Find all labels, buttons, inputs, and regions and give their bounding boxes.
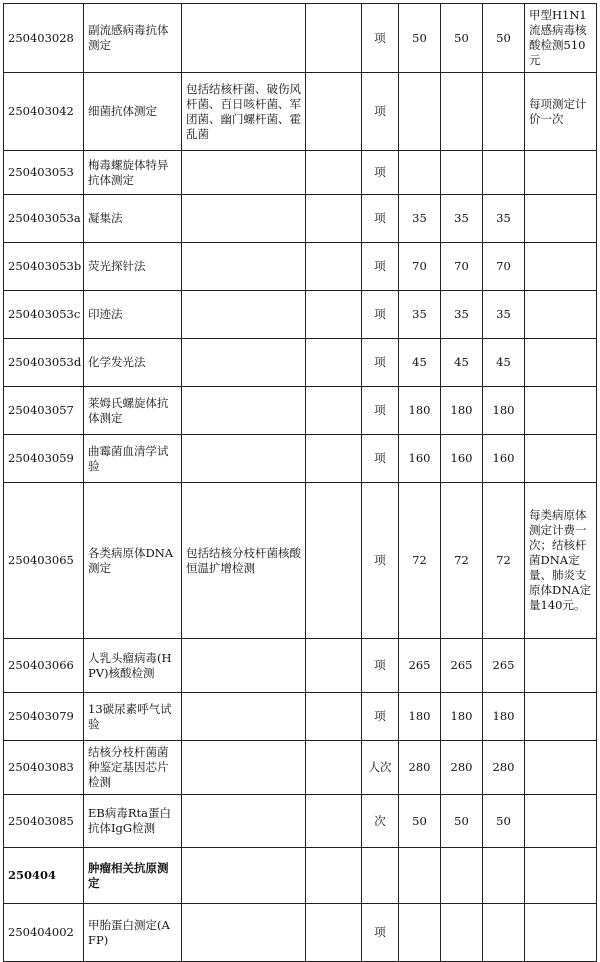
cell-unit: 项	[362, 639, 399, 693]
cell-price-2: 160	[441, 435, 483, 483]
cell-price-3: 180	[483, 387, 525, 435]
cell-note	[525, 639, 597, 693]
cell-price-2: 50	[441, 795, 483, 848]
cell-exclusion	[306, 848, 362, 904]
cell-price-3: 35	[483, 291, 525, 339]
table-row	[4, 243, 597, 291]
cell-price-3: 45	[483, 339, 525, 387]
cell-price-2: 45	[441, 339, 483, 387]
cell-name: 细菌抗体测定	[84, 73, 182, 151]
cell-price-1: 45	[399, 339, 441, 387]
table-row	[4, 195, 597, 243]
cell-price-1: 180	[399, 693, 441, 741]
cell-exclusion	[306, 73, 362, 151]
cell-exclusion	[306, 4, 362, 73]
cell-note: 每项测定计价一次	[525, 73, 597, 151]
cell-note	[525, 904, 597, 962]
cell-exclusion	[306, 387, 362, 435]
cell-unit: 项	[362, 904, 399, 962]
cell-unit: 项	[362, 339, 399, 387]
cell-content	[182, 795, 306, 848]
cell-code: 250403083	[4, 741, 84, 795]
cell-price-1: 280	[399, 741, 441, 795]
cell-price-3: 180	[483, 693, 525, 741]
table-row	[4, 151, 597, 195]
cell-note	[525, 741, 597, 795]
cell-unit	[362, 848, 399, 904]
cell-exclusion	[306, 339, 362, 387]
cell-price-3	[483, 151, 525, 195]
cell-price-2	[441, 848, 483, 904]
cell-price-2	[441, 904, 483, 962]
cell-price-1: 265	[399, 639, 441, 693]
cell-content	[182, 243, 306, 291]
cell-price-3: 160	[483, 435, 525, 483]
cell-price-1: 50	[399, 4, 441, 73]
cell-name: 人乳头瘤病毒(HPV)核酸检测	[84, 639, 182, 693]
cell-note	[525, 243, 597, 291]
cell-price-1	[399, 73, 441, 151]
cell-price-2	[441, 151, 483, 195]
cell-name: 梅毒螺旋体特异抗体测定	[84, 151, 182, 195]
cell-price-3: 35	[483, 195, 525, 243]
cell-name: 荧光探针法	[84, 243, 182, 291]
price-table	[3, 3, 597, 962]
cell-price-2: 50	[441, 4, 483, 73]
cell-content	[182, 151, 306, 195]
table-row	[4, 639, 597, 693]
cell-content	[182, 291, 306, 339]
cell-code: 250403042	[4, 73, 84, 151]
cell-name: 13碳尿素呼气试验	[84, 693, 182, 741]
cell-note	[525, 339, 597, 387]
table-row	[4, 693, 597, 741]
cell-exclusion	[306, 195, 362, 243]
table-row	[4, 483, 597, 639]
cell-note	[525, 195, 597, 243]
cell-code: 250403053b	[4, 243, 84, 291]
cell-code: 250403028	[4, 4, 84, 73]
cell-name: 各类病原体DNA测定	[84, 483, 182, 639]
cell-unit: 项	[362, 4, 399, 73]
cell-price-3	[483, 73, 525, 151]
cell-code: 250403053c	[4, 291, 84, 339]
cell-unit: 项	[362, 435, 399, 483]
cell-name: 甲胎蛋白测定(AFP)	[84, 904, 182, 962]
table-row	[4, 741, 597, 795]
cell-exclusion	[306, 243, 362, 291]
cell-code: 250403057	[4, 387, 84, 435]
cell-note	[525, 435, 597, 483]
cell-name: 化学发光法	[84, 339, 182, 387]
cell-name: 肿瘤相关抗原测定	[84, 848, 182, 904]
cell-exclusion	[306, 741, 362, 795]
cell-note	[525, 387, 597, 435]
cell-content	[182, 904, 306, 962]
table-row	[4, 435, 597, 483]
cell-note: 每类病原体测定计费一次；结核杆菌DNA定量、肺炎支原体DNA定量140元。	[525, 483, 597, 639]
cell-price-2: 265	[441, 639, 483, 693]
cell-price-2: 280	[441, 741, 483, 795]
cell-exclusion	[306, 795, 362, 848]
cell-exclusion	[306, 639, 362, 693]
table-row	[4, 339, 597, 387]
cell-price-3: 50	[483, 795, 525, 848]
cell-price-2: 72	[441, 483, 483, 639]
cell-price-3: 50	[483, 4, 525, 73]
cell-note	[525, 151, 597, 195]
cell-note	[525, 291, 597, 339]
cell-name: 凝集法	[84, 195, 182, 243]
cell-price-3	[483, 848, 525, 904]
table-row	[4, 795, 597, 848]
cell-price-2: 70	[441, 243, 483, 291]
cell-price-1	[399, 848, 441, 904]
cell-name: 副流感病毒抗体测定	[84, 4, 182, 73]
cell-code: 250403079	[4, 693, 84, 741]
cell-code: 250403085	[4, 795, 84, 848]
cell-code: 250403053	[4, 151, 84, 195]
table-row	[4, 848, 597, 904]
table-row	[4, 291, 597, 339]
cell-price-1: 50	[399, 795, 441, 848]
cell-code: 250403053a	[4, 195, 84, 243]
cell-exclusion	[306, 435, 362, 483]
cell-name: 印迹法	[84, 291, 182, 339]
cell-price-3: 70	[483, 243, 525, 291]
cell-price-3: 265	[483, 639, 525, 693]
cell-note	[525, 693, 597, 741]
cell-exclusion	[306, 483, 362, 639]
cell-price-1: 180	[399, 387, 441, 435]
cell-content	[182, 4, 306, 73]
cell-content	[182, 848, 306, 904]
cell-code: 250403065	[4, 483, 84, 639]
table-body	[4, 4, 597, 962]
cell-exclusion	[306, 693, 362, 741]
cell-code: 250403053d	[4, 339, 84, 387]
cell-content	[182, 435, 306, 483]
cell-unit: 人次	[362, 741, 399, 795]
cell-unit: 次	[362, 795, 399, 848]
cell-unit: 项	[362, 195, 399, 243]
cell-unit: 项	[362, 73, 399, 151]
cell-exclusion	[306, 291, 362, 339]
cell-code: 250403066	[4, 639, 84, 693]
table-row	[4, 904, 597, 962]
cell-price-2: 180	[441, 387, 483, 435]
cell-price-1: 35	[399, 195, 441, 243]
cell-content: 包括结核分枝杆菌核酸恒温扩增检测	[182, 483, 306, 639]
cell-name: 莱姆氏螺旋体抗体测定	[84, 387, 182, 435]
cell-exclusion	[306, 904, 362, 962]
cell-unit: 项	[362, 291, 399, 339]
cell-price-2: 35	[441, 291, 483, 339]
table-row	[4, 387, 597, 435]
cell-price-1: 160	[399, 435, 441, 483]
cell-price-2: 35	[441, 195, 483, 243]
cell-price-1: 35	[399, 291, 441, 339]
cell-price-1	[399, 904, 441, 962]
cell-unit: 项	[362, 483, 399, 639]
table-row	[4, 4, 597, 73]
table-row	[4, 73, 597, 151]
cell-unit: 项	[362, 387, 399, 435]
cell-content	[182, 195, 306, 243]
cell-content	[182, 693, 306, 741]
cell-content: 包括结核杆菌、破伤风杆菌、百日咳杆菌、军团菌、幽门螺杆菌、霍乱菌	[182, 73, 306, 151]
cell-content	[182, 339, 306, 387]
cell-price-1: 72	[399, 483, 441, 639]
cell-unit: 项	[362, 243, 399, 291]
cell-note: 甲型H1N1流感病毒核酸检测510元	[525, 4, 597, 73]
cell-exclusion	[306, 151, 362, 195]
cell-price-3: 280	[483, 741, 525, 795]
cell-content	[182, 639, 306, 693]
cell-code: 250403059	[4, 435, 84, 483]
cell-note	[525, 848, 597, 904]
cell-price-3	[483, 904, 525, 962]
cell-name: 结核分枝杆菌菌种鉴定基因芯片检测	[84, 741, 182, 795]
cell-unit: 项	[362, 693, 399, 741]
cell-price-1	[399, 151, 441, 195]
cell-code: 250404002	[4, 904, 84, 962]
cell-price-1: 70	[399, 243, 441, 291]
cell-name: 曲霉菌血清学试验	[84, 435, 182, 483]
cell-name: EB病毒Rta蛋白抗体IgG检测	[84, 795, 182, 848]
cell-note	[525, 795, 597, 848]
cell-price-2	[441, 73, 483, 151]
cell-content	[182, 741, 306, 795]
cell-unit: 项	[362, 151, 399, 195]
cell-price-2: 180	[441, 693, 483, 741]
cell-code: 250404	[4, 848, 84, 904]
cell-price-3: 72	[483, 483, 525, 639]
cell-content	[182, 387, 306, 435]
